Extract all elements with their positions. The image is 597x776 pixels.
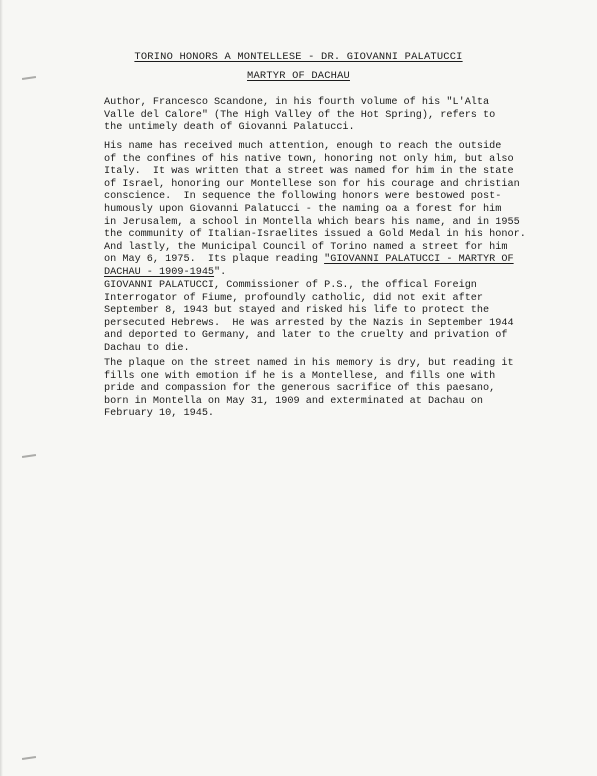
title-line-1: TORINO HONORS A MONTELLESE - DR. GIOVANNI PALATUCCI bbox=[134, 51, 463, 63]
text-line: of the confines of his native town, honoring not only him, but also bbox=[104, 153, 514, 165]
paragraph-4 bbox=[104, 358, 574, 421]
text-line: Interrogator of Fiume, profoundly catholic, did not exit after bbox=[104, 292, 484, 304]
document-subtitle bbox=[0, 70, 597, 82]
text-line: persecuted Hebrews. He was arrested by the Nazis in September 1944 bbox=[104, 317, 514, 329]
text-line: And lastly, the Municipal Council of Torino named a street for him bbox=[104, 241, 508, 253]
text-line-with-plaque bbox=[104, 254, 574, 267]
text-line: the untimely death of Giovanni Palatucci. bbox=[104, 122, 355, 134]
text-line: the community of Italian-Israelites issued a Gold Medal in his honor. bbox=[104, 229, 526, 241]
text-line: fills one with emotion if he is a Montellese, and fills one with bbox=[104, 370, 496, 382]
text-line: Valle del Calore" (The High Valley of the Hot Spring), refers to bbox=[104, 109, 496, 121]
text-line: conscience. In sequence the following honors were bestowed post- bbox=[104, 191, 502, 203]
text-line: in Jerusalem, a school in Montella which bears his name, and in 1955 bbox=[104, 216, 520, 228]
document-title bbox=[0, 51, 597, 63]
text-line: Author, Francesco Scandone, in his fourth volume of his "L'Alta bbox=[104, 97, 490, 108]
punch-mark-bottom bbox=[22, 756, 36, 760]
plaque-quote-close: ". bbox=[214, 266, 227, 278]
text-line: Dachau to die. bbox=[104, 342, 190, 354]
text-line: February 10, 1945. bbox=[104, 408, 215, 420]
text-line: of Israel, honoring our Montellese son for his courage and christian bbox=[104, 178, 520, 190]
plaque-quote-continued: DACHAU - 1909-1945 bbox=[104, 266, 215, 278]
text-line: pride and compassion for the generous sacrifice of this paesano, bbox=[104, 383, 496, 395]
text-line: The plaque on the street named in his memory is dry, but reading it bbox=[104, 358, 514, 369]
text-line: September 8, 1943 but stayed and risked his life to protect the bbox=[104, 305, 490, 317]
paragraph-3 bbox=[104, 280, 574, 356]
plaque-quote-end-line bbox=[104, 267, 574, 280]
text-segment: on May 6, 1975. Its plaque reading bbox=[104, 254, 325, 266]
text-line: His name has received much attention, enough to reach the outside bbox=[104, 141, 502, 152]
title-line-2: MARTYR OF DACHAU bbox=[247, 70, 350, 82]
text-line: GIOVANNI PALATUCCI, Commissioner of P.S., the offical Foreign bbox=[104, 280, 477, 291]
text-line: humously upon Giovanni Palatucci - the naming oa a forest for him bbox=[104, 203, 502, 215]
paragraph-2 bbox=[104, 141, 574, 280]
page-edge-shadow bbox=[0, 0, 3, 776]
text-line: and deported to Germany, and later to the cruelty and privation of bbox=[104, 330, 508, 342]
punch-mark-middle bbox=[22, 454, 36, 458]
paragraph-1 bbox=[104, 97, 574, 135]
plaque-quote: "GIOVANNI PALATUCCI - MARTYR OF bbox=[324, 254, 514, 266]
text-line: born in Montella on May 31, 1909 and exterminated at Dachau on bbox=[104, 395, 484, 407]
text-line: Italy. It was written that a street was named for him in the state bbox=[104, 166, 514, 178]
